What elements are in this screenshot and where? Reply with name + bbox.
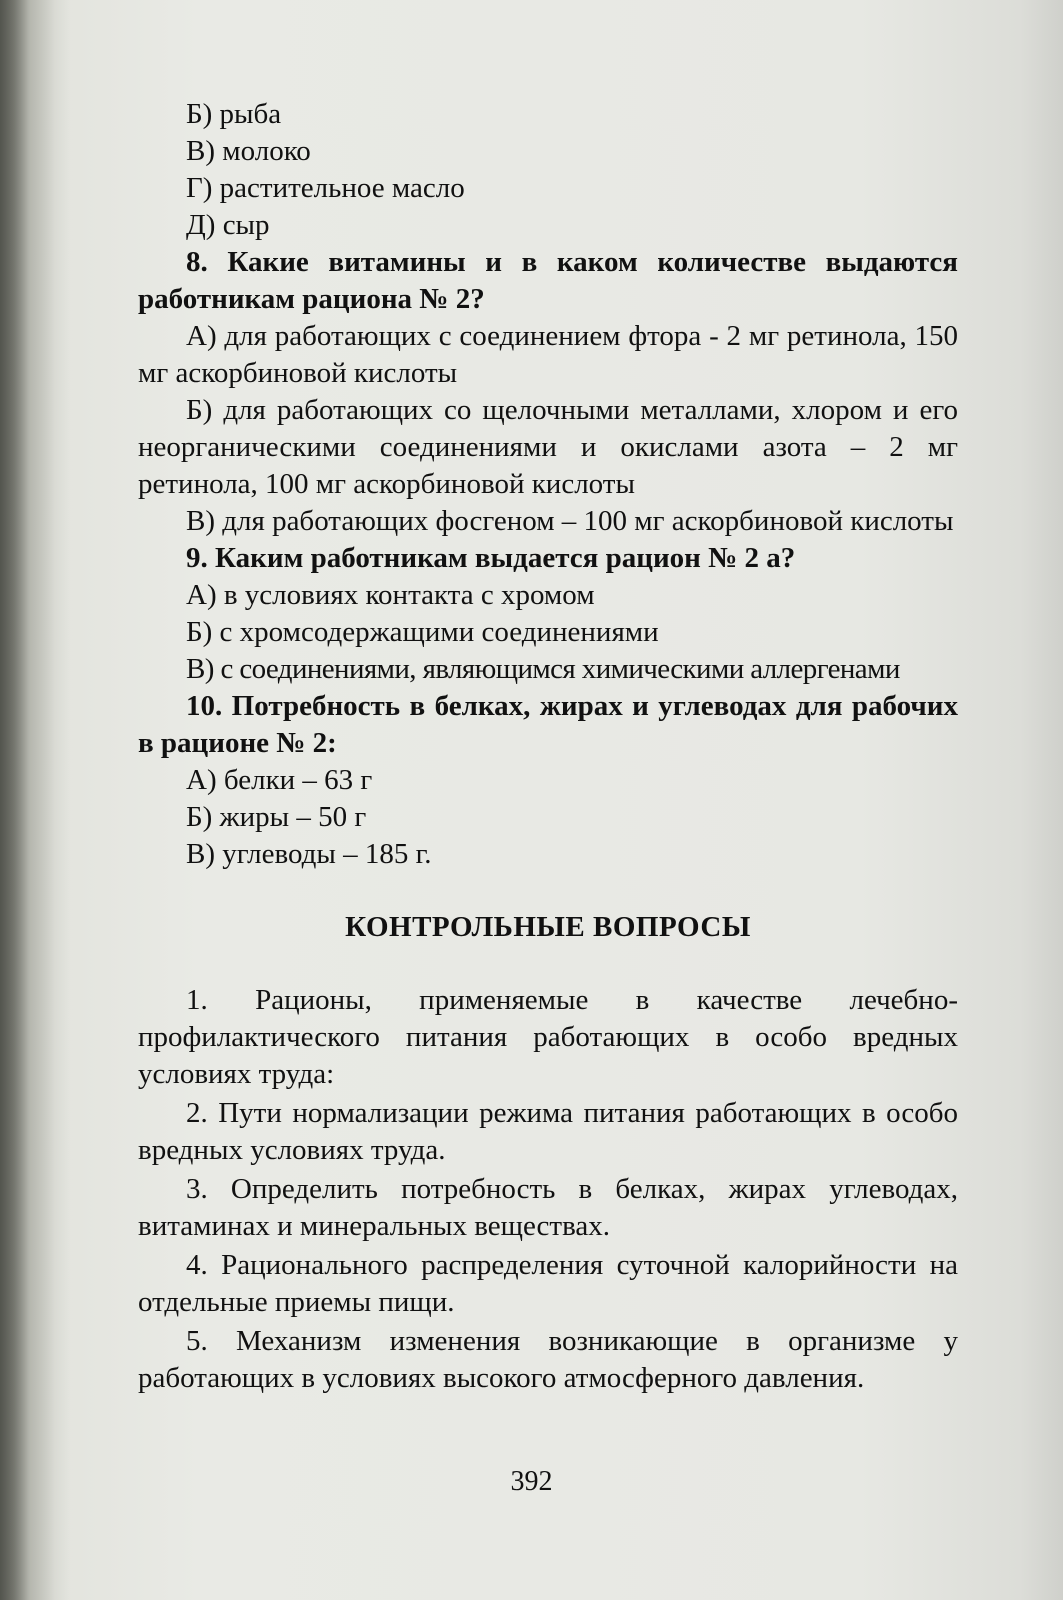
- answer-option: Б) жиры – 50 г: [186, 801, 367, 833]
- answer-option: Д) сыр: [186, 209, 270, 241]
- answer-option: В) молоко: [186, 135, 311, 167]
- control-question: 2. Пути нормализации режима питания работающих в особо вредных условиях труда.: [138, 1097, 958, 1166]
- answer-option: А) белки – 63 г: [186, 764, 373, 796]
- answer-option: Б) с хромсодержащими соединениями: [186, 616, 659, 648]
- answer-option: Б) рыба: [186, 98, 282, 130]
- page-body: [138, 96, 958, 1397]
- control-question: 3. Определить потребность в белках, жирах углеводах, витаминах и минеральных веществах.: [138, 1173, 958, 1242]
- answer-option: В) для работающих фосгеном – 100 мг аскорбиновой кислоты: [186, 505, 954, 537]
- control-question: 1. Рационы, применяемые в качестве лечебно-профилактического питания работающих в особо вредных условиях труда:: [138, 984, 958, 1090]
- question-9: 9. Каким работникам выдается рацион № 2 а?: [186, 542, 796, 574]
- page-number: 392: [510, 1466, 553, 1497]
- control-question: 5. Механизм изменения возникающие в организме у работающих в условиях высокого атмосферного давления.: [138, 1325, 958, 1394]
- section-heading: КОНТРОЛЬНЫЕ ВОПРОСЫ: [345, 911, 751, 943]
- answer-option: В) с соединениями, являющимся химическими аллергенами: [186, 653, 900, 685]
- answer-option: Г) растительное масло: [186, 172, 465, 204]
- answer-option: А) в условиях контакта с хромом: [186, 579, 595, 611]
- book-spine-shadow: [0, 0, 70, 1600]
- question-8: 8. Какие витамины и в каком количестве выдаются работникам рациона № 2?: [138, 246, 958, 315]
- answer-option: В) углеводы – 185 г.: [186, 838, 432, 870]
- control-question: 4. Рационального распределения суточной калорийности на отдельные приемы пищи.: [138, 1249, 958, 1318]
- answer-option: Б) для работающих со щелочными металлами, хлором и его неорганическими соединениями и окислами азота – 2 мг ретинола, 100 мг аскорбиновой кислоты: [138, 394, 958, 500]
- answer-option: А) для работающих с соединением фтора - 2 мг ретинола, 150 мг аскорбиновой кислоты: [138, 320, 958, 389]
- question-10: 10. Потребность в белках, жирах и углеводах для рабочих в рационе № 2:: [138, 690, 958, 759]
